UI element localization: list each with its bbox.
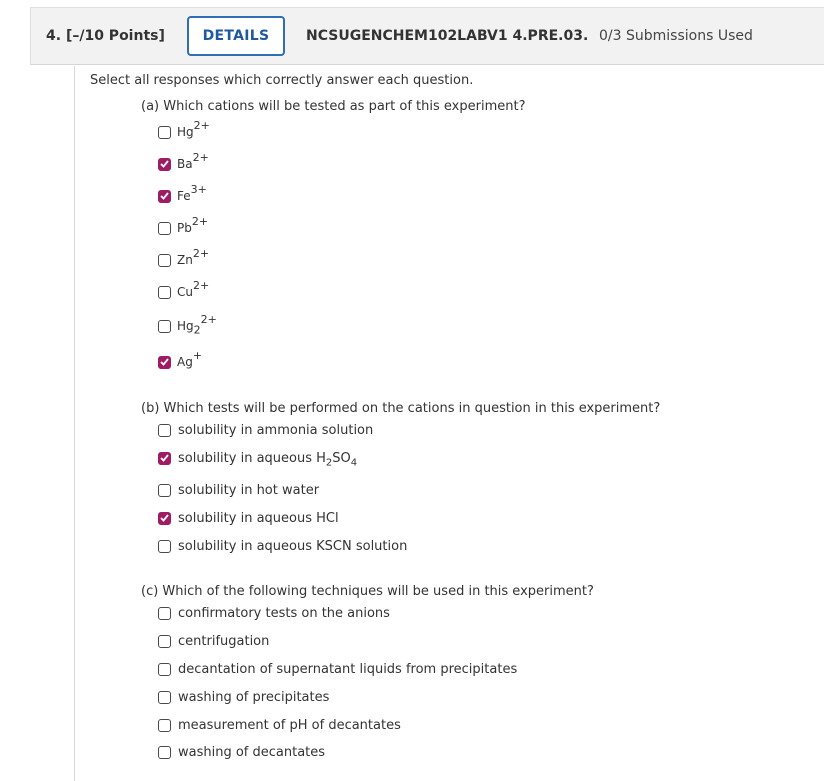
option-label: decantation of supernatant liquids from precipitates	[178, 661, 518, 677]
checkbox[interactable]	[158, 607, 171, 620]
checkbox[interactable]	[158, 190, 171, 203]
cation-option-3[interactable]	[158, 183, 207, 204]
checkbox[interactable]	[158, 452, 171, 465]
part-b-option-3[interactable]	[158, 482, 319, 498]
submissions-used: 0/3 Submissions Used	[599, 28, 753, 44]
checkbox[interactable]	[158, 356, 171, 369]
checkbox[interactable]	[158, 691, 171, 704]
content-divider	[74, 66, 75, 781]
question-header	[30, 7, 824, 65]
element-symbol: Ag	[177, 355, 193, 369]
charge: +	[192, 349, 203, 362]
part-b-prompt: (b) Which tests will be performed on the cations in question in this experiment?	[141, 401, 661, 416]
part-b-option-2[interactable]	[158, 450, 358, 469]
subscript: 2	[325, 457, 333, 469]
element-symbol: Hg	[177, 319, 194, 333]
option-label	[178, 450, 358, 469]
question-number: 4.	[46, 28, 62, 44]
part-c-option-2[interactable]	[158, 633, 269, 649]
charge: 3+	[190, 183, 207, 196]
checkbox[interactable]	[158, 254, 171, 267]
cation-option-7[interactable]	[158, 313, 217, 337]
part-b-option-5[interactable]	[158, 538, 407, 554]
element-symbol: Ba	[177, 157, 193, 171]
checkbox[interactable]	[158, 540, 171, 553]
cation-option-5[interactable]	[158, 247, 210, 268]
part-b-option-4[interactable]	[158, 510, 339, 526]
charge: 2+	[192, 151, 209, 164]
cation-option-2[interactable]	[158, 151, 209, 172]
charge: 2+	[200, 313, 217, 326]
cation-label	[177, 151, 209, 171]
cation-option-4[interactable]	[158, 215, 209, 236]
part-a-prompt: (a) Which cations will be tested as part of this experiment?	[141, 99, 526, 114]
checkbox[interactable]	[158, 512, 171, 525]
option-label: solubility in hot water	[178, 482, 320, 498]
checkbox[interactable]	[158, 222, 171, 235]
option-label: centrifugation	[178, 633, 270, 649]
element-symbol: Cu	[177, 285, 193, 299]
checkbox[interactable]	[158, 320, 171, 333]
element-symbol: Pb	[177, 221, 192, 235]
cation-label	[177, 119, 210, 139]
label-prefix: solubility in aqueous H	[178, 450, 326, 466]
charge: 2+	[192, 279, 210, 292]
option-label: solubility in ammonia solution	[178, 422, 374, 438]
part-c-option-1[interactable]	[158, 605, 390, 621]
option-label: measurement of pH of decantates	[178, 717, 401, 733]
cation-label	[177, 183, 207, 203]
course-code: NCSUGENCHEM102LABV1 4.PRE.03.	[306, 28, 589, 44]
option-label: washing of decantates	[178, 744, 326, 760]
checkbox[interactable]	[158, 635, 171, 648]
checkbox[interactable]	[158, 484, 171, 497]
charge: 2+	[192, 247, 210, 260]
checkbox[interactable]	[158, 126, 171, 139]
option-label: washing of precipitates	[178, 689, 330, 705]
part-b-option-1[interactable]	[158, 422, 373, 438]
part-c-option-4[interactable]	[158, 689, 329, 705]
charge: 2+	[191, 215, 209, 228]
option-label: confirmatory tests on the anions	[178, 605, 390, 621]
question-points	[46, 28, 165, 44]
cation-label	[177, 247, 210, 267]
option-label: solubility in aqueous KSCN solution	[178, 538, 408, 554]
cation-option-1[interactable]	[158, 119, 210, 140]
part-c-prompt: (c) Which of the following techniques will be used in this experiment?	[141, 584, 594, 599]
checkbox[interactable]	[158, 663, 171, 676]
cation-option-6[interactable]	[158, 279, 210, 300]
cation-label	[177, 313, 217, 337]
part-c-option-6[interactable]	[158, 744, 325, 760]
subscript: 2	[193, 323, 201, 337]
checkbox[interactable]	[158, 719, 171, 732]
checkbox[interactable]	[158, 158, 171, 171]
cation-label	[177, 215, 209, 235]
element-symbol: Fe	[177, 189, 191, 203]
checkbox[interactable]	[158, 746, 171, 759]
checkbox[interactable]	[158, 286, 171, 299]
points-label: [–/10 Points]	[65, 28, 165, 44]
cation-label	[177, 279, 210, 299]
part-c-option-3[interactable]	[158, 661, 517, 677]
option-label: solubility in aqueous HCl	[178, 510, 339, 526]
element-symbol: Hg	[177, 125, 194, 139]
element-symbol: Zn	[177, 253, 193, 267]
charge: 2+	[193, 119, 210, 132]
label-mid: SO	[332, 450, 351, 466]
cation-label	[177, 349, 203, 369]
part-c-option-5[interactable]	[158, 717, 401, 733]
subscript: 4	[350, 457, 358, 469]
instructions-text: Select all responses which correctly answer each question.	[90, 73, 474, 88]
cation-option-8[interactable]	[158, 349, 203, 370]
details-button[interactable]: DETAILS	[187, 16, 285, 56]
checkbox[interactable]	[158, 424, 171, 437]
